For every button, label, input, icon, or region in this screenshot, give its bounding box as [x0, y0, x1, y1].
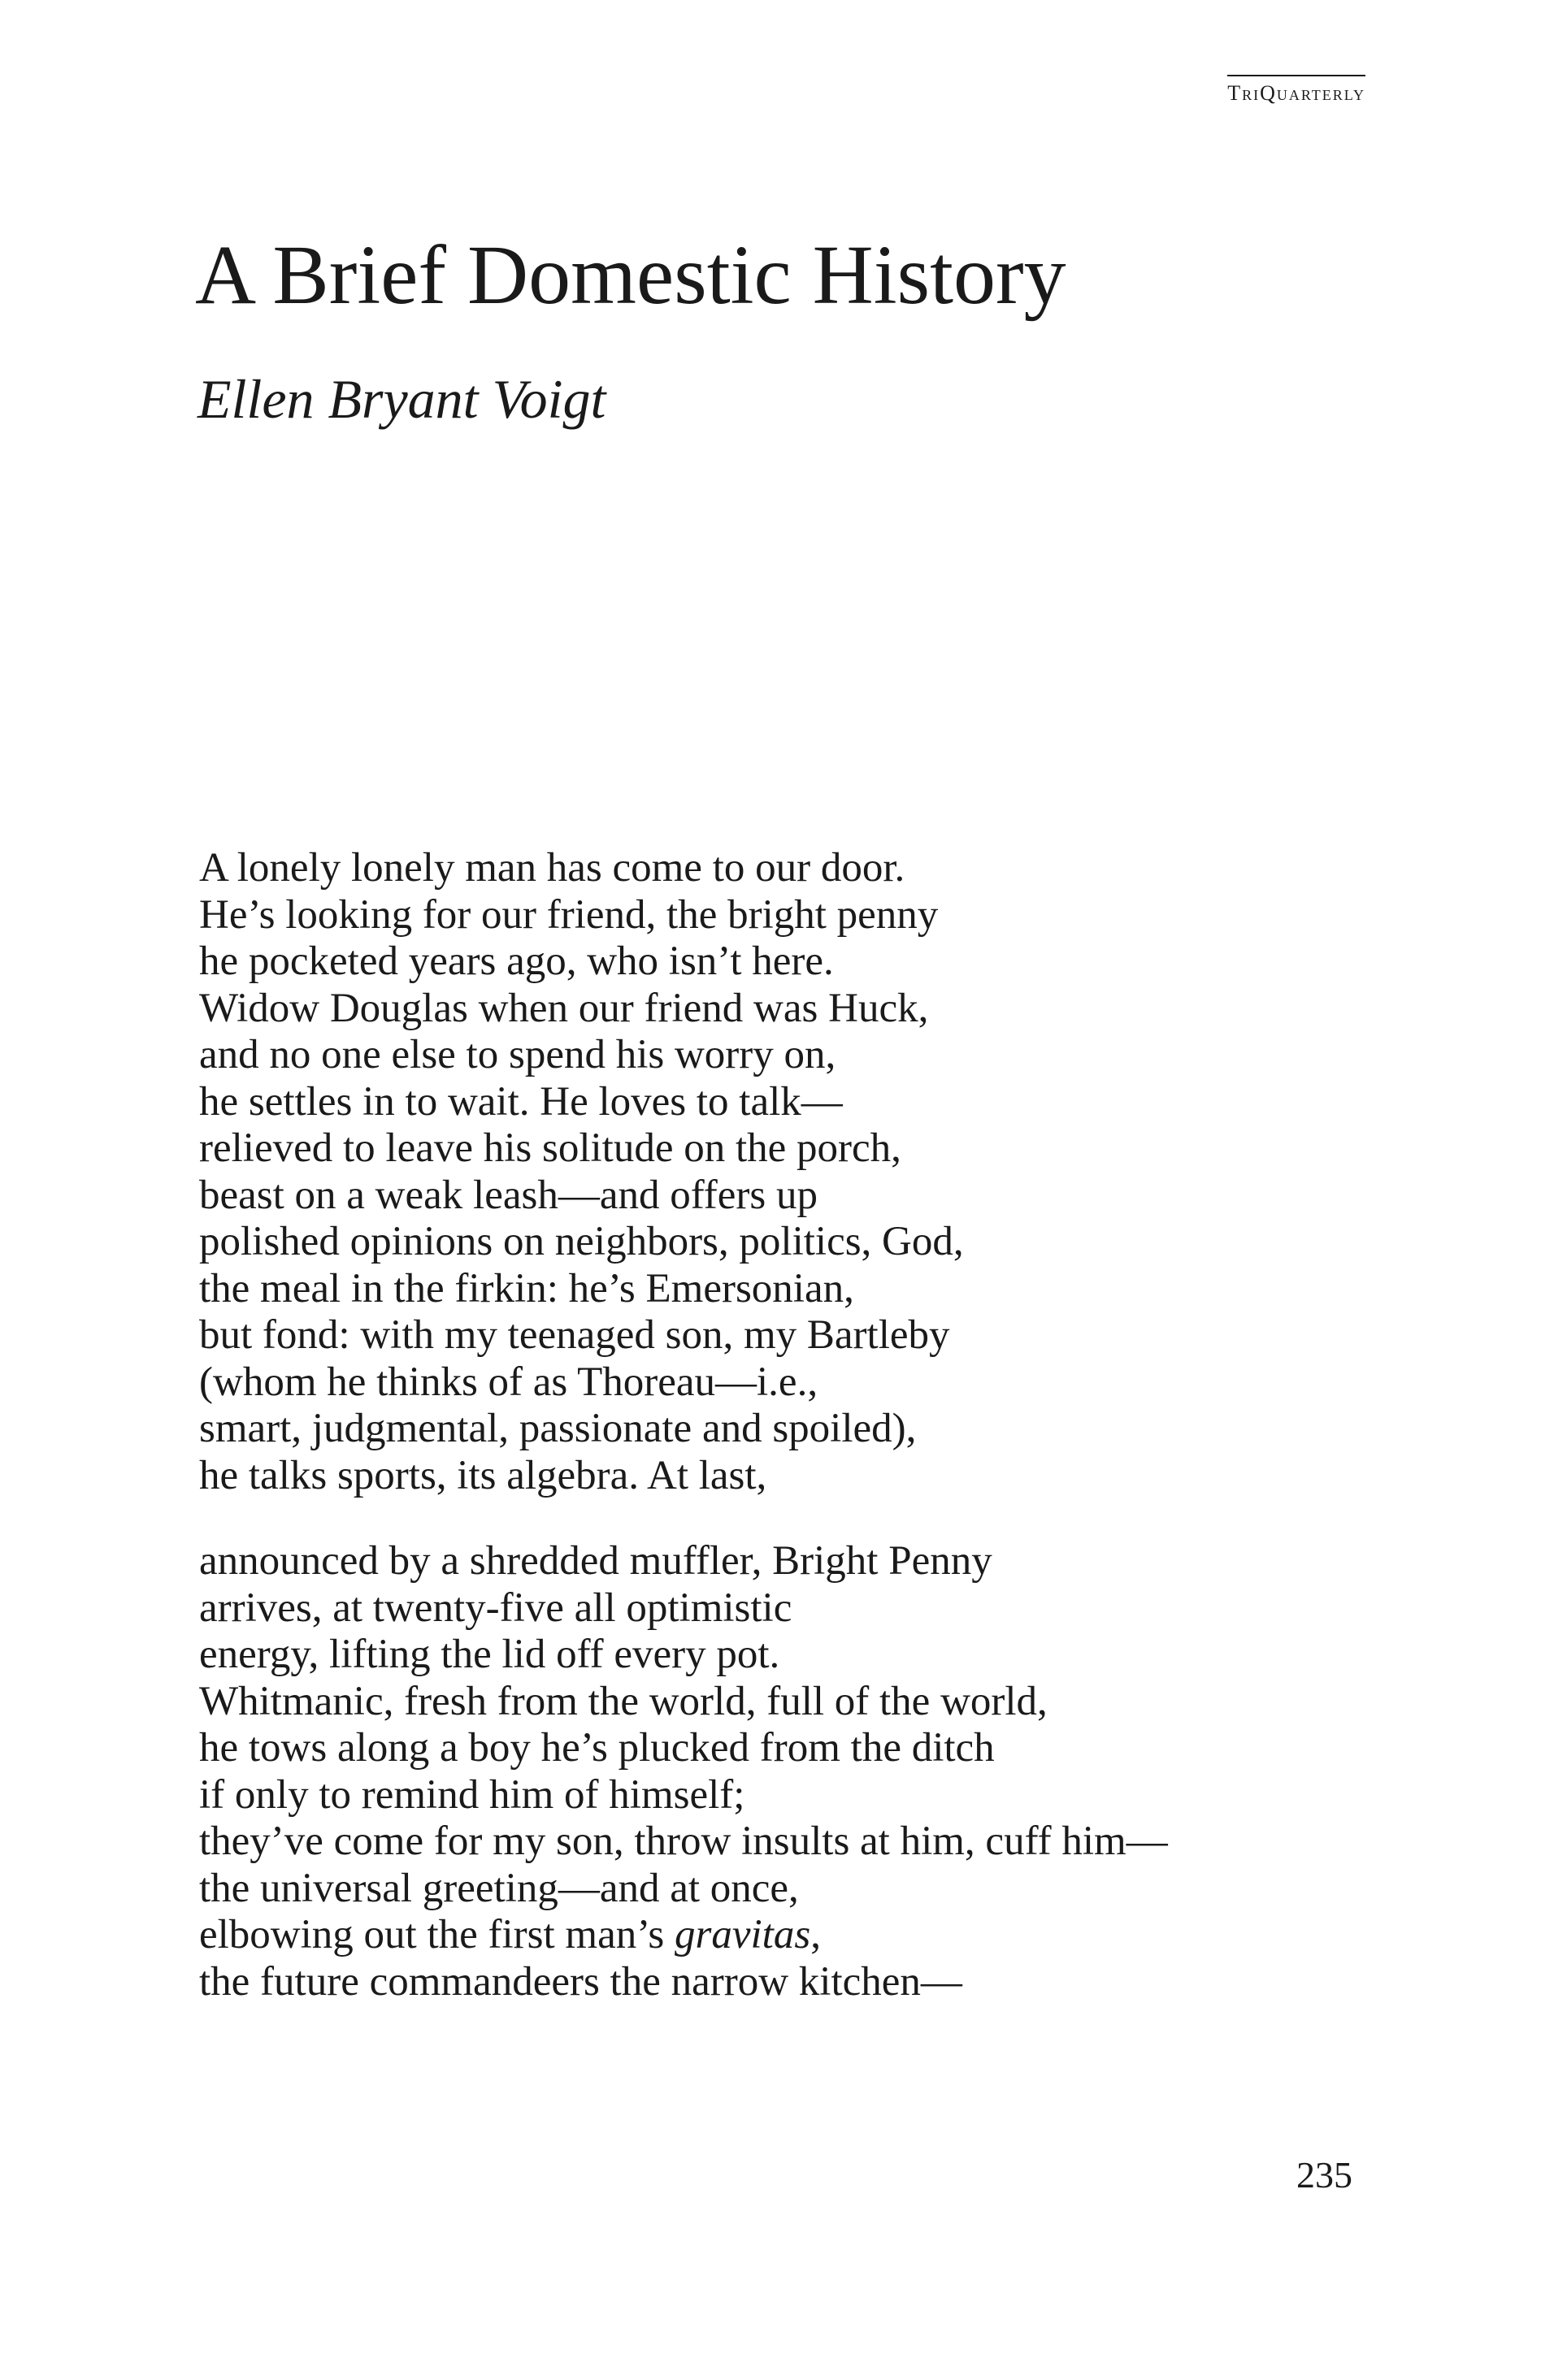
- poem-line: the future commandeers the narrow kitchen—: [199, 1958, 962, 2005]
- poem-body: [199, 845, 1378, 2005]
- poem-line: but fond: with my teenaged son, my Bartleby: [199, 1312, 950, 1358]
- poem-line: relieved to leave his solitude on the porch,: [199, 1125, 901, 1171]
- stanza-1: [199, 845, 1378, 1499]
- gravitas-suffix: ,: [810, 1912, 821, 1957]
- poem-line: (whom he thinks of as Thoreau—i.e.,: [199, 1359, 818, 1405]
- poem-line: polished opinions on neighbors, politics, God,: [199, 1219, 964, 1264]
- poem-line: he talks sports, its algebra. At last,: [199, 1452, 767, 1498]
- poem-line: announced by a shredded muffler, Bright Penny: [199, 1538, 992, 1584]
- page-number: 235: [1296, 2154, 1352, 2196]
- poem-line: he settles in to wait. He loves to talk—: [199, 1078, 843, 1125]
- poem-line: A lonely lonely man has come to our door.: [199, 845, 905, 891]
- poem-line: He’s looking for our friend, the bright penny: [199, 891, 939, 938]
- poem-line: he pocketed years ago, who isn’t here.: [199, 939, 834, 984]
- poem-line: and no one else to spend his worry on,: [199, 1032, 836, 1077]
- poem-line: [199, 1912, 1378, 1959]
- poem-line: they’ve come for my son, throw insults at him, cuff him—: [199, 1819, 1168, 1864]
- poem-line: if only to remind him of himself;: [199, 1771, 745, 1818]
- poem-line: beast on a weak leash—and offers up: [199, 1172, 818, 1218]
- poem-line: the universal greeting—and at once,: [199, 1865, 799, 1911]
- running-head: TriQuarterly: [1227, 75, 1365, 111]
- poem-title: A Brief Domestic History: [195, 228, 1066, 322]
- poem-line: Whitmanic, fresh from the world, full of the world,: [199, 1678, 1048, 1724]
- poem-line: Widow Douglas when our friend was Huck,: [199, 985, 929, 1031]
- poem-line: energy, lifting the lid off every pot.: [199, 1632, 780, 1677]
- stanza-2: [199, 1538, 1378, 2005]
- gravitas-word: gravitas: [675, 1912, 811, 1957]
- poem-line: the meal in the firkin: he’s Emersonian,: [199, 1265, 854, 1311]
- poem-author: Ellen Bryant Voigt: [198, 368, 606, 430]
- poem-line: he tows along a boy he’s plucked from the ditch: [199, 1725, 995, 1771]
- poem-line: arrives, at twenty-five all optimistic: [199, 1584, 792, 1631]
- poem-line-text: elbowing out the first man’s: [199, 1912, 665, 1957]
- poem-line: smart, judgmental, passionate and spoiled),: [199, 1406, 917, 1451]
